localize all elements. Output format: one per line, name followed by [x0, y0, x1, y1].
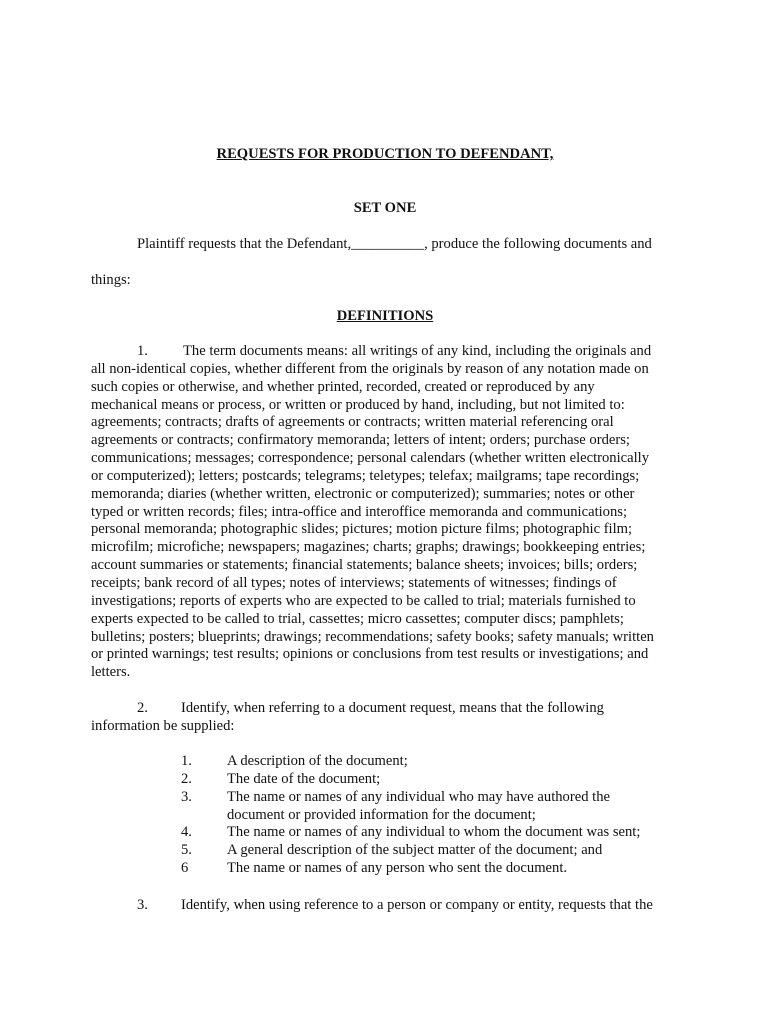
paragraph-number: 3.: [137, 897, 148, 913]
paragraph-number: 1.: [137, 343, 148, 359]
paragraph-line: communications; messages; correspondence; personal calendars (whether written electronically: [91, 450, 649, 467]
paragraph-number: 2.: [137, 700, 148, 716]
list-item: [181, 753, 640, 771]
paragraph-line: microfilm; microfiche; newspapers; magazines; charts; graphs; drawings; bookkeeping entries;: [91, 539, 646, 556]
paragraph-line: bulletins; posters; blueprints; drawings; recommendations; safety books; safety manuals; written: [91, 628, 654, 645]
document-title: REQUESTS FOR PRODUCTION TO DEFENDANT,: [216, 146, 554, 162]
paragraph-line: all non-identical copies, whether different from the originals by reason of any notation made on: [91, 360, 649, 377]
paragraph-line: typed or written records; files; intra-office and interoffice memoranda and communications;: [91, 503, 627, 520]
list-item-text: The date of the document;: [227, 770, 381, 787]
paragraph-line: information be supplied:: [91, 717, 235, 734]
list-item-number: 1.: [181, 753, 192, 769]
document-subtitle: SET ONE: [353, 200, 417, 216]
paragraph-text: The term documents means: all writings of any kind, including the originals and: [183, 343, 652, 359]
paragraph-line: memoranda; diaries (whether written, electronic or computerized); summaries; notes or other: [91, 485, 635, 502]
paragraph-line: agreements; contracts; drafts of agreements or contracts; written material referencing oral: [91, 414, 614, 431]
paragraph-text: Identify, when using reference to a person or company or entity, requests that the: [181, 897, 653, 913]
list-item-number: 6: [181, 860, 189, 877]
paragraph-line: mechanical means or process, or written or produced by hand, including, but not limited to:: [91, 396, 625, 413]
list-item: [181, 789, 640, 807]
list-item: [181, 771, 640, 789]
list-item-text: The name or names of any individual to whom the document was sent;: [227, 824, 641, 841]
list-item-number: 4.: [181, 824, 192, 841]
paragraph-line: account summaries or statements; financial statements; balance sheets; invoices; bills; orders;: [91, 557, 638, 574]
document-info-list: [181, 753, 640, 878]
definition-paragraph-1: [91, 343, 681, 682]
paragraph-line: experts expected to be called to trial, cassettes; micro cassettes; computer discs; pamphlets;: [91, 610, 624, 627]
intro-line-2: things:: [91, 272, 131, 288]
list-item: [181, 842, 640, 860]
definitions-heading: DEFINITIONS: [336, 308, 434, 324]
list-item: [181, 860, 640, 878]
paragraph-line: [91, 343, 681, 361]
paragraph-line: such copies or otherwise, and whether printed, recorded, created or reproduced by any: [91, 378, 595, 395]
list-item-number: 2.: [181, 770, 192, 787]
paragraph-line: letters.: [91, 664, 131, 681]
paragraph-line: personal memoranda; photographic slides; pictures; motion picture films; photographic film;: [91, 521, 633, 538]
list-item-text: The name or names of any individual who may have authored the: [227, 788, 610, 805]
list-item-text: A general description of the subject matter of the document; and: [227, 842, 603, 859]
paragraph-line: [91, 700, 604, 718]
definition-paragraph-3: [91, 897, 653, 915]
list-item-continuation: document or provided information for the document;: [227, 806, 536, 823]
list-item-number: 5.: [181, 842, 192, 859]
list-item-number: 3.: [181, 788, 192, 805]
paragraph-text: Identify, when referring to a document request, means that the following: [181, 700, 604, 716]
list-item-text: A description of the document;: [227, 753, 408, 769]
paragraph-line: or printed warnings; test results; opinions or conclusions from test results or investigations; and: [91, 646, 649, 663]
definition-paragraph-2: [91, 700, 604, 736]
paragraph-line: or computerized); letters; postcards; telegrams; teletypes; telefax; mailgrams; tape recordings;: [91, 467, 640, 484]
intro-line-1: Plaintiff requests that the Defendant,__________, produce the following documents and: [137, 236, 652, 252]
list-item-text: The name or names of any person who sent the document.: [227, 860, 568, 877]
paragraph-line: receipts; bank record of all types; notes of interviews; statements of witnesses; findings of: [91, 574, 617, 591]
paragraph-line: investigations; reports of experts who are expected to be called to trial; materials furnished to: [91, 592, 636, 609]
list-item: [181, 824, 640, 842]
paragraph-line: agreements or contracts; confirmatory memoranda; letters of intent; orders; purchase orders;: [91, 432, 630, 449]
